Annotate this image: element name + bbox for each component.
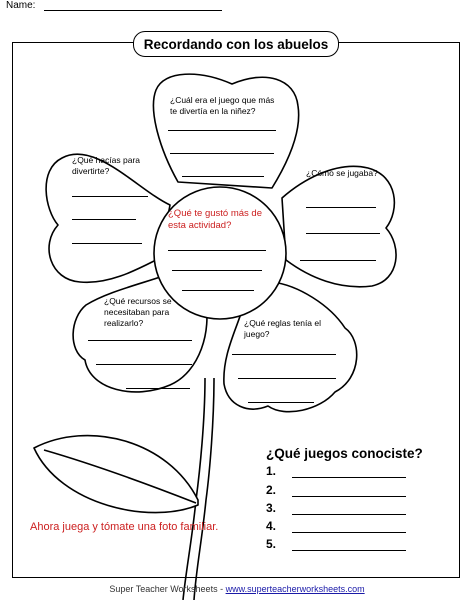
game-answer-line[interactable] <box>292 514 406 515</box>
answer-line[interactable] <box>306 233 380 234</box>
game-number: 3. <box>266 501 277 515</box>
games-known-title: ¿Qué juegos conociste? <box>266 446 423 461</box>
game-answer-line[interactable] <box>292 496 406 497</box>
question-resources: ¿Qué recursos se necesitaban para realizarlo? <box>104 296 172 328</box>
answer-line[interactable] <box>182 290 254 291</box>
answer-line[interactable] <box>182 176 264 177</box>
answer-line[interactable] <box>172 270 262 271</box>
game-number: 1. <box>266 464 277 478</box>
answer-line[interactable] <box>126 388 190 389</box>
footer-link[interactable]: www.superteacherworksheets.com <box>225 584 365 594</box>
answer-line[interactable] <box>96 364 192 365</box>
answer-line[interactable] <box>170 153 274 154</box>
play-instruction: Ahora juega y tómate una foto familiar. <box>30 521 219 533</box>
game-number: 5. <box>266 537 277 551</box>
answer-line[interactable] <box>168 250 266 251</box>
answer-line[interactable] <box>248 402 314 403</box>
petal-upper-right <box>282 166 396 286</box>
petal-top <box>153 74 298 188</box>
answer-line[interactable] <box>232 354 336 355</box>
question-rules: ¿Qué reglas tenía el juego? <box>244 318 322 339</box>
answer-line[interactable] <box>238 378 336 379</box>
footer <box>0 584 474 594</box>
game-number: 4. <box>266 519 277 533</box>
worksheet-title: Recordando con los abuelos <box>133 31 339 57</box>
answer-line[interactable] <box>300 260 376 261</box>
game-answer-line[interactable] <box>292 550 406 551</box>
game-answer-line[interactable] <box>292 477 406 478</box>
question-favorite-part: ¿Qué te gustó más de esta actividad? <box>168 208 262 231</box>
answer-line[interactable] <box>72 196 148 197</box>
game-answer-line[interactable] <box>292 532 406 533</box>
footer-separator: - <box>217 584 226 594</box>
question-favorite-game: ¿Cuál era el juego que más te divertía en la niñez? <box>170 95 275 116</box>
footer-brand: Super Teacher Worksheets <box>109 584 218 594</box>
answer-line[interactable] <box>72 219 136 220</box>
answer-line[interactable] <box>306 207 376 208</box>
question-fun-activities: ¿Qué hacías para divertirte? <box>72 155 141 176</box>
name-label: Name: <box>6 0 36 11</box>
game-number: 2. <box>266 483 277 497</box>
answer-line[interactable] <box>88 340 192 341</box>
answer-line[interactable] <box>72 243 142 244</box>
question-how-played: ¿Cómo se jugaba? <box>306 168 378 178</box>
answer-line[interactable] <box>168 130 276 131</box>
